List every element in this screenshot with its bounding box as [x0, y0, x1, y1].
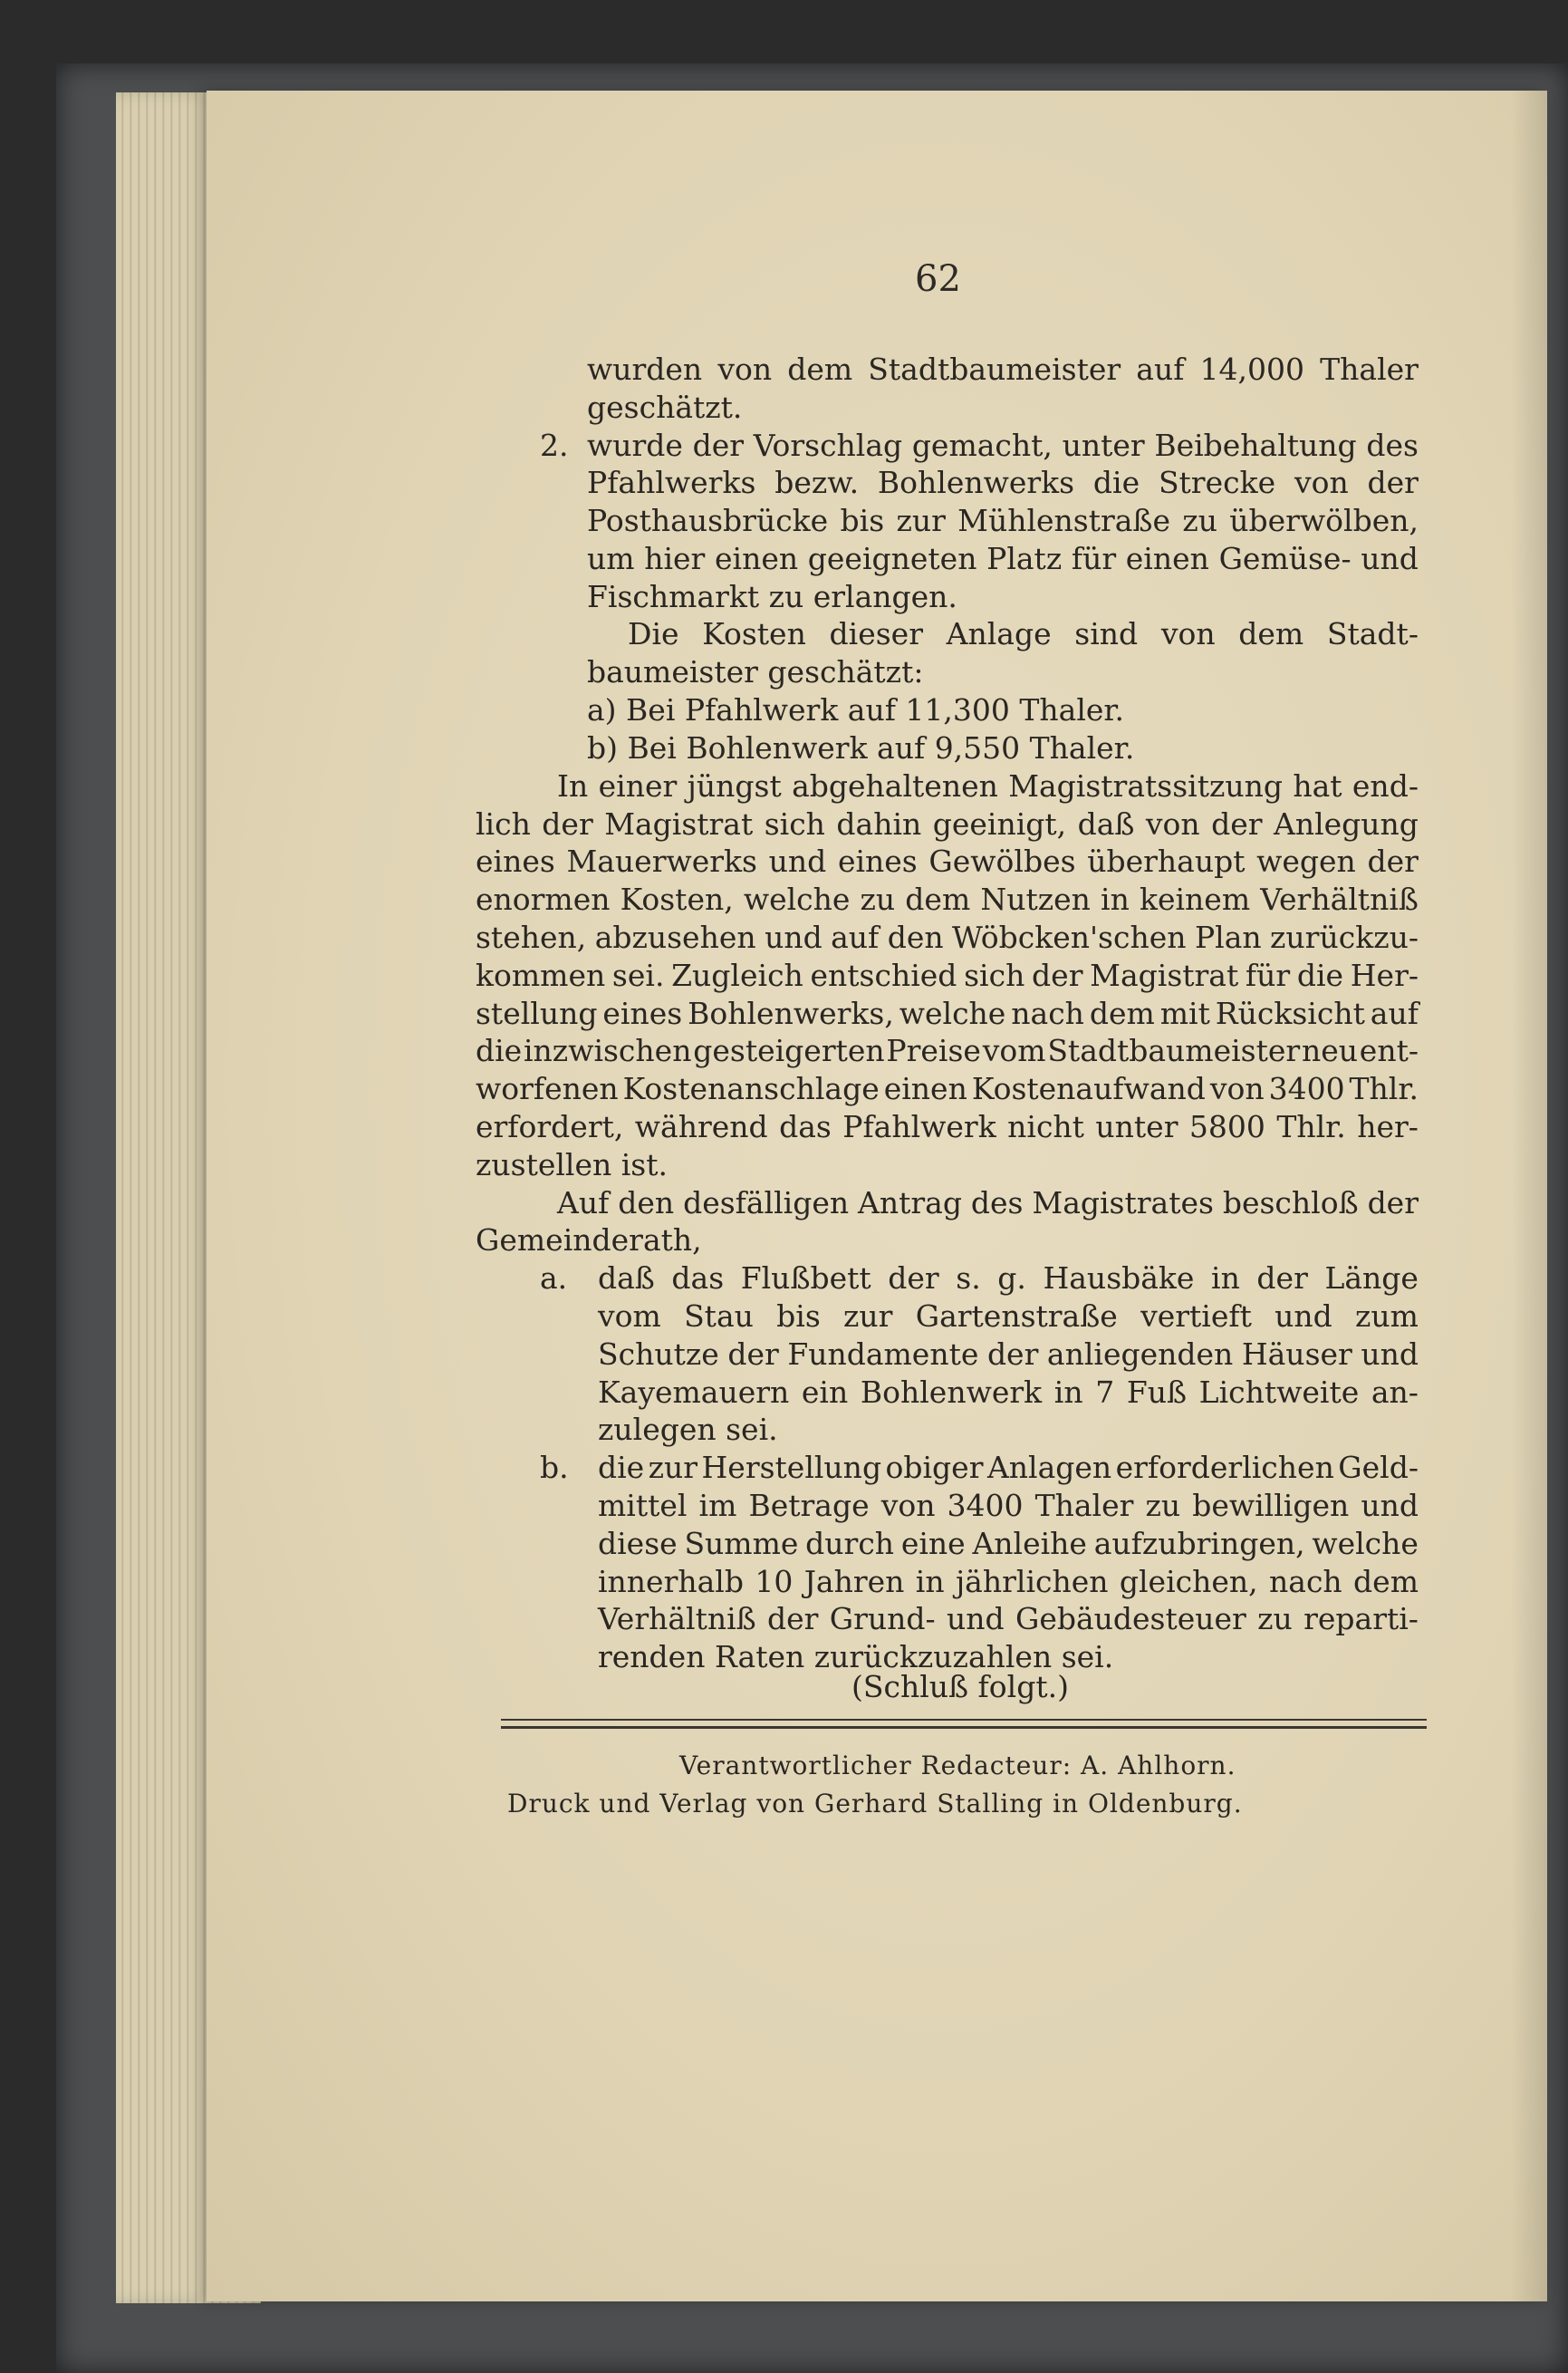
text-line: zustellen ist.: [476, 1147, 668, 1182]
text-line: Die Kosten dieser Anlage sind von dem Stadt-: [628, 616, 1419, 651]
text-line: b.: [540, 1450, 569, 1485]
text-line: vom Stau bis zur Gartenstraße vertieft und zum: [598, 1298, 1419, 1334]
text-line: worfenen Kostenanschlage einen Kostenaufwand von 3400 Thlr.: [476, 1071, 1419, 1106]
text-line: eines Mauerwerks und eines Gewölbes überhaupt wegen der: [476, 844, 1419, 879]
text-line: Auf den desfälligen Antrag des Magistrates beschloß der: [557, 1185, 1419, 1220]
text-line: In einer jüngst abgehaltenen Magistratssitzung hat end-: [557, 768, 1419, 804]
text-line: b) Bei Bohlenwerk auf 9,550 Thaler.: [587, 730, 1135, 766]
text-line: zulegen sei.: [598, 1412, 778, 1447]
text-line: Pfahlwerks bezw. Bohlenwerks die Strecke von der: [587, 465, 1419, 500]
text-line: Schutze der Fundamente der anliegenden Häuser und: [598, 1336, 1419, 1372]
text-line: daß das Flußbett der s. g. Hausbäke in der Länge: [598, 1260, 1419, 1296]
text-line: um hier einen geeigneten Platz für einen Gemüse- und: [587, 541, 1419, 576]
text-line: wurden von dem Stadtbaumeister auf 14,000 Thaler: [587, 352, 1419, 387]
text-line: diese Summe durch eine Anleihe aufzubringen, welche: [598, 1526, 1419, 1561]
text-line: enormen Kosten, welche zu dem Nutzen in keinem Verhältniß: [476, 882, 1419, 917]
text-line: innerhalb 10 Jahren in jährlichen gleichen, nach dem: [598, 1564, 1419, 1599]
text-line: a) Bei Pfahlwerk auf 11,300 Thaler.: [587, 692, 1125, 728]
text-line: geschätzt.: [587, 390, 743, 425]
text-line: baumeister geschätzt:: [587, 654, 924, 690]
text-line: mittel im Betrage von 3400 Thaler zu bewilligen und: [598, 1488, 1419, 1523]
text-line: kommen sei. Zugleich entschied sich der Magistrat für die Her-: [476, 958, 1419, 993]
editor-line: Verantwortlicher Redacteur: A. Ahlhorn.: [679, 1751, 1236, 1780]
text-line: stellung eines Bohlenwerks, welche nach dem mit Rücksicht auf: [476, 996, 1419, 1031]
text-line: die inzwischen gesteigerten Preise vom Stadtbaumeister neu ent-: [476, 1033, 1419, 1068]
text-line: die zur Herstellung obiger Anlagen erforderlichen Geld-: [598, 1450, 1419, 1485]
text-line: 2.: [540, 428, 569, 463]
page-number: 62: [915, 258, 961, 300]
text-line: a.: [540, 1260, 568, 1296]
text-line: Fischmarkt zu erlangen.: [587, 579, 957, 614]
text-line: (Schluß folgt.): [851, 1669, 1069, 1704]
text-line: wurde der Vorschlag gemacht, unter Beibehaltung des: [587, 428, 1419, 463]
text-line: Posthausbrücke bis zur Mühlenstraße zu überwölben,: [587, 503, 1419, 538]
text-line: lich der Magistrat sich dahin geeinigt, daß von der Anlegung: [476, 806, 1419, 842]
text-line: Gemeinderath,: [476, 1222, 702, 1258]
text-line: Kayemauern ein Bohlenwerk in 7 Fuß Lichtweite an-: [598, 1375, 1419, 1410]
text-line: erfordert, während das Pfahlwerk nicht unter 5800 Thlr. her-: [476, 1109, 1419, 1144]
text-line: renden Raten zurückzuzahlen sei.: [598, 1639, 1114, 1674]
text-line: Verhältniß der Grund- und Gebäudesteuer zu reparti-: [598, 1601, 1419, 1636]
separator-rule: [501, 1719, 1427, 1729]
printer-line: Druck und Verlag von Gerhard Stalling in Oldenburg.: [507, 1789, 1243, 1818]
text-line: stehen, abzusehen und auf den Wöbcken'schen Plan zurückzu-: [476, 920, 1419, 955]
